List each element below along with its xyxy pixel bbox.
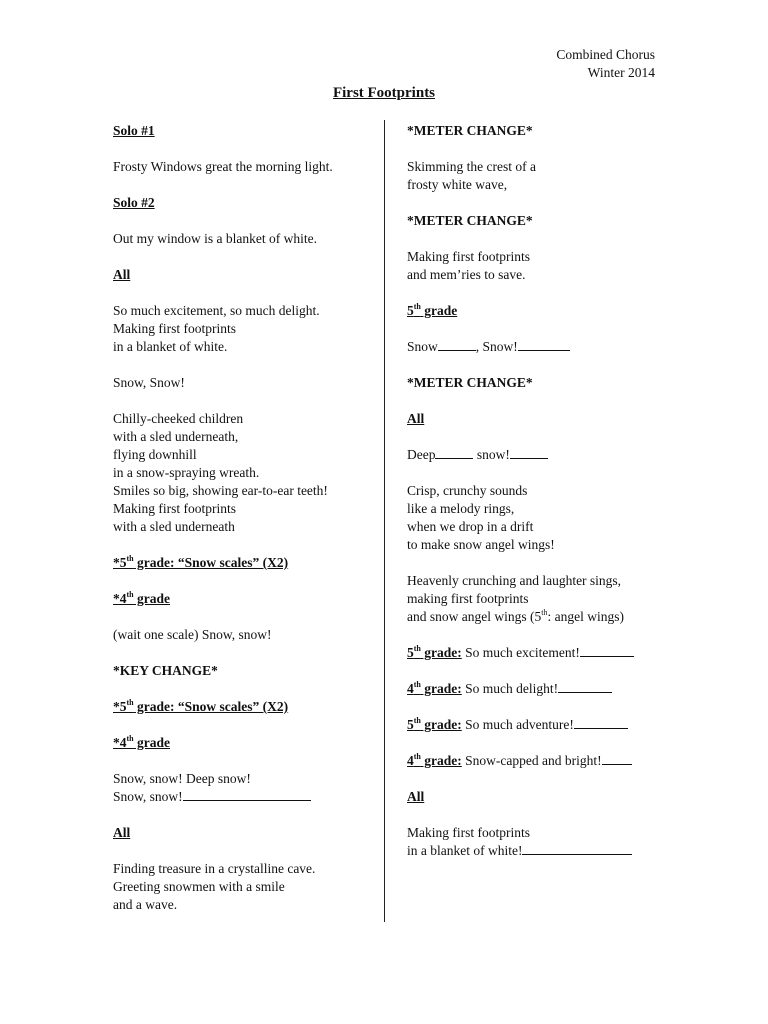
grade5-scales-label: *5th grade: “Snow scales” (X2) xyxy=(113,698,289,714)
fill-blank xyxy=(558,680,612,693)
grade5-call: 5th grade: So much excitement! xyxy=(407,644,669,662)
lyric-line: (wait one scale) Snow, snow! xyxy=(113,627,272,642)
lyric-line: frosty white wave, xyxy=(407,177,508,192)
lyric-line: when we drop in a drift xyxy=(407,519,534,534)
lyric-line: in a snow-spraying wreath. xyxy=(113,465,260,480)
lyric-line: to make snow angel wings! xyxy=(407,537,555,552)
lyric-line: Making first footprints xyxy=(113,501,236,516)
lyric-line: in a blanket of white. xyxy=(113,339,228,354)
lyric-line: and snow angel wings (5th: angel wings) xyxy=(407,608,624,624)
grade5-scales-label: *5th grade: “Snow scales” (X2) xyxy=(113,554,289,570)
meter-change-label: *METER CHANGE* xyxy=(407,375,533,390)
grade4-call: 4th grade: So much delight! xyxy=(407,680,669,698)
lyric-line: Skimming the crest of a xyxy=(407,159,536,174)
fill-blank xyxy=(602,752,632,765)
all-label: All xyxy=(113,825,131,840)
fill-blank xyxy=(574,716,628,729)
fill-blank xyxy=(580,644,634,657)
lyric-line: Snow, Snow! xyxy=(113,375,185,390)
lyric-line: Making first footprints xyxy=(407,249,530,264)
lyric-line: in a blanket of white! xyxy=(407,842,669,860)
lyric-line: Heavenly crunching and laughter sings, xyxy=(407,573,622,588)
solo1-text: Frosty Windows great the morning light. xyxy=(113,159,333,174)
lyric-line: Making first footprints xyxy=(113,321,236,336)
right-column xyxy=(407,122,669,878)
fill-blank xyxy=(510,446,548,459)
lyric-line: Deep snow! xyxy=(407,446,669,464)
header-block xyxy=(556,46,655,82)
lyric-line: Snow , Snow! xyxy=(407,338,669,356)
lyric-line: making first footprints xyxy=(407,591,529,606)
treasure-verse xyxy=(113,860,375,914)
solo1-label: Solo #1 xyxy=(113,123,155,138)
grade4-call: 4th grade: Snow-capped and bright! xyxy=(407,752,669,770)
lyric-line: Greeting snowmen with a smile xyxy=(113,879,285,894)
lyric-line: like a melody rings, xyxy=(407,501,515,516)
lyric-line: Snow, snow! xyxy=(113,788,375,806)
grade4-label: *4th grade xyxy=(113,590,170,606)
fill-blank xyxy=(183,788,311,801)
grade5-label: 5th grade xyxy=(407,302,458,318)
lyric-line: with a sled underneath xyxy=(113,519,235,534)
all-label: All xyxy=(407,789,425,804)
lyric-line: Chilly-cheeked children xyxy=(113,411,244,426)
lyric-line: Smiles so big, showing ear-to-ear teeth! xyxy=(113,483,328,498)
left-column xyxy=(113,122,375,932)
all-label: All xyxy=(407,411,425,426)
lyric-line: Making first footprints xyxy=(407,825,530,840)
lyric-line: Snow, snow! Deep snow! xyxy=(113,771,251,786)
fill-blank xyxy=(435,446,473,459)
fill-blank xyxy=(438,338,476,351)
lyric-line: flying downhill xyxy=(113,447,197,462)
final-verse xyxy=(407,824,669,860)
lyric-line: So much excitement, so much delight. xyxy=(113,303,320,318)
song-title: First Footprints xyxy=(332,85,436,101)
lyric-line: with a sled underneath, xyxy=(113,429,239,444)
memories-verse xyxy=(407,248,669,284)
meter-change-label: *METER CHANGE* xyxy=(407,123,533,138)
skim-verse xyxy=(407,158,669,194)
lyric-line: and mem’ries to save. xyxy=(407,267,526,282)
solo2-text: Out my window is a blanket of white. xyxy=(113,231,317,246)
all-verse xyxy=(113,302,375,356)
heavenly-verse xyxy=(407,572,669,626)
key-change-label: *KEY CHANGE* xyxy=(113,663,218,678)
all-label: All xyxy=(113,267,131,282)
crisp-verse xyxy=(407,482,669,554)
grade5-call: 5th grade: So much adventure! xyxy=(407,716,669,734)
season: Winter 2014 xyxy=(587,65,655,80)
sled-verse xyxy=(113,410,375,536)
lyric-line: Finding treasure in a crystalline cave. xyxy=(113,861,316,876)
fill-blank xyxy=(518,338,570,351)
lyric-line: Crisp, crunchy sounds xyxy=(407,483,528,498)
grade4-label: *4th grade xyxy=(113,734,170,750)
solo2-label: Solo #2 xyxy=(113,195,155,210)
deep-snow-verse xyxy=(113,770,375,806)
meter-change-label: *METER CHANGE* xyxy=(407,213,533,228)
chorus-name: Combined Chorus xyxy=(556,47,655,62)
fill-blank xyxy=(522,842,632,855)
column-divider xyxy=(384,120,385,922)
lyric-line: and a wave. xyxy=(113,897,178,912)
